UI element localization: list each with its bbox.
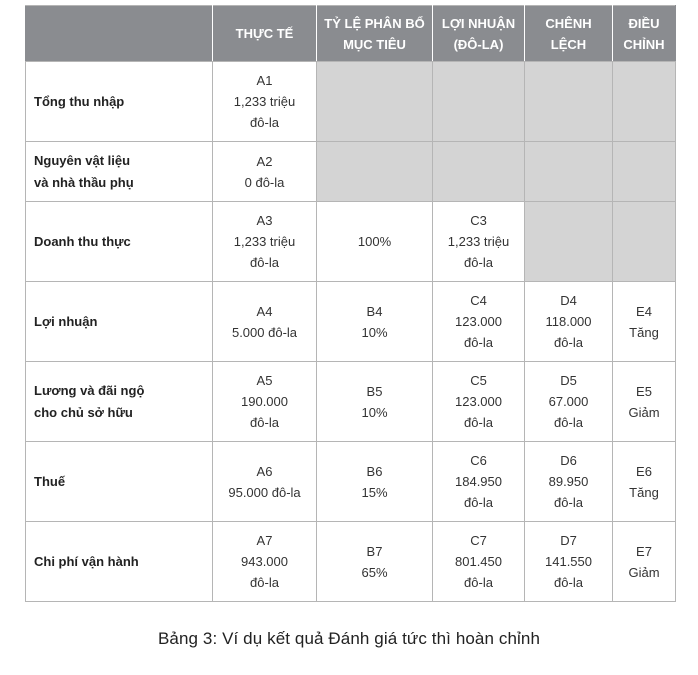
header-line: LỆCH: [550, 36, 587, 52]
cell-code: A5: [256, 373, 273, 388]
cell-profit: [433, 282, 525, 362]
row-label-line: Lương và đãi ngộ: [34, 382, 145, 398]
row-label-line: Nguyên vật liệu: [34, 152, 131, 168]
cell-target-allocation: [317, 522, 433, 602]
cell-target-allocation: [317, 282, 433, 362]
cell-value: 801.450: [455, 554, 502, 569]
cell-code: A6: [256, 463, 273, 479]
header-line: ĐIỀU: [628, 15, 660, 31]
header-line: TỶ LỆ PHÂN BỔ: [324, 15, 425, 31]
cell-actual: [213, 442, 317, 522]
cell-unit: đô-la: [554, 495, 583, 510]
table-row-owner-compensation: [26, 362, 676, 442]
row-label-line: cho chủ sở hữu: [34, 404, 133, 420]
row-label: [26, 282, 213, 362]
cell-actual: [213, 62, 317, 142]
cell-code: D5: [560, 373, 577, 388]
header-actual: [213, 6, 317, 62]
table-row-total-income: [26, 62, 676, 142]
cell-code: B5: [366, 383, 383, 399]
cell-code: E4: [636, 303, 652, 319]
cell-code: D6: [560, 453, 577, 468]
cell-actual: [213, 142, 317, 202]
cell-code: C4: [470, 293, 487, 308]
cell-unit: đô-la: [464, 335, 493, 350]
cell-unit: đô-la: [464, 415, 493, 430]
cell-adjustment: [613, 282, 676, 362]
cell-profit: [433, 202, 525, 282]
row-label-line: Thuế: [34, 473, 66, 489]
cell-value: 89.950: [548, 474, 589, 489]
cell-code: E7: [636, 543, 652, 559]
cell-empty-shaded: [317, 62, 433, 142]
cell-profit: [433, 442, 525, 522]
cell-difference: [525, 442, 613, 522]
cell-code: E5: [636, 383, 652, 399]
header-difference: [525, 6, 613, 62]
row-label: [26, 362, 213, 442]
cell-value: Giảm: [628, 404, 660, 420]
cell-value: 141.550: [545, 554, 592, 569]
cell-adjustment: [613, 442, 676, 522]
cell-value: 10%: [361, 404, 388, 420]
cell-value: 5.000 đô-la: [231, 324, 298, 340]
header-line: CHỈNH: [623, 36, 665, 52]
header-line: CHÊNH: [545, 15, 592, 31]
table-header-row: [26, 6, 676, 62]
cell-code: A7: [256, 533, 273, 548]
row-label: [26, 142, 213, 202]
cell-empty-shaded: [613, 62, 676, 142]
cell-code: C3: [470, 213, 487, 228]
row-label: [26, 522, 213, 602]
cell-empty-shaded: [525, 142, 613, 202]
cell-code: C5: [470, 373, 487, 388]
cell-unit: đô-la: [250, 255, 279, 270]
cell-unit: đô-la: [464, 575, 493, 590]
cell-value: 1,233 triệu: [447, 234, 510, 249]
results-table-wrapper: [25, 5, 676, 602]
cell-value: 95.000 đô-la: [228, 484, 301, 500]
table-row-profit: [26, 282, 676, 362]
cell-value: 0 đô-la: [244, 174, 285, 190]
instant-assessment-results-table: [25, 5, 676, 602]
header-line: THỰC TẾ: [235, 26, 294, 41]
cell-unit: đô-la: [554, 415, 583, 430]
cell-unit: đô-la: [554, 575, 583, 590]
table-row-operating-costs: [26, 522, 676, 602]
cell-empty-shaded: [433, 142, 525, 202]
cell-value: 123.000: [455, 314, 502, 329]
header-adjustment: [613, 6, 676, 62]
row-label-line: Lợi nhuận: [34, 313, 98, 329]
header-target-allocation: [317, 6, 433, 62]
cell-code: A3: [256, 213, 273, 228]
cell-target-allocation: [317, 442, 433, 522]
cell-target-allocation: [317, 202, 433, 282]
table-row-materials-subcontractors: [26, 142, 676, 202]
table-row-real-revenue: [26, 202, 676, 282]
cell-code: C7: [470, 533, 487, 548]
row-label: [26, 442, 213, 522]
table-row-tax: [26, 442, 676, 522]
row-label: [26, 202, 213, 282]
cell-unit: đô-la: [250, 575, 279, 590]
cell-unit: đô-la: [464, 495, 493, 510]
cell-value: 123.000: [455, 394, 502, 409]
cell-value: Giảm: [628, 564, 660, 580]
cell-adjustment: [613, 362, 676, 442]
cell-value: 1,233 triệu: [233, 94, 296, 109]
cell-value: Tăng: [629, 484, 659, 500]
cell-actual: [213, 522, 317, 602]
cell-value: 100%: [357, 234, 392, 249]
cell-code: B6: [366, 463, 383, 479]
cell-unit: đô-la: [250, 415, 279, 430]
header-label-column: [26, 6, 213, 62]
cell-empty-shaded: [525, 62, 613, 142]
row-label-line: Doanh thu thực: [34, 233, 131, 249]
header-line: MỤC TIÊU: [343, 36, 406, 52]
cell-value: 67.000: [548, 394, 589, 409]
cell-value: 1,233 triệu: [233, 234, 296, 249]
cell-empty-shaded: [317, 142, 433, 202]
cell-actual: [213, 202, 317, 282]
cell-value: 65%: [361, 564, 388, 580]
cell-code: E6: [636, 463, 652, 479]
cell-value: 190.000: [241, 394, 288, 409]
cell-value: Tăng: [629, 324, 659, 340]
cell-value: 10%: [361, 324, 388, 340]
cell-code: A1: [256, 73, 273, 88]
cell-value: 184.950: [455, 474, 502, 489]
header-line: (ĐÔ-LA): [453, 36, 504, 52]
header-profit-dollars: [433, 6, 525, 62]
cell-unit: đô-la: [250, 115, 279, 130]
cell-target-allocation: [317, 362, 433, 442]
cell-empty-shaded: [613, 142, 676, 202]
cell-profit: [433, 362, 525, 442]
cell-code: D7: [560, 533, 577, 548]
row-label-line: Tổng thu nhập: [34, 93, 125, 109]
cell-difference: [525, 362, 613, 442]
cell-unit: đô-la: [464, 255, 493, 270]
row-label-line: Chi phí vận hành: [34, 553, 139, 569]
cell-value: 118.000: [545, 314, 592, 329]
cell-code: D4: [560, 293, 577, 308]
cell-empty-shaded: [433, 62, 525, 142]
cell-code: C6: [470, 453, 487, 468]
cell-profit: [433, 522, 525, 602]
cell-empty-shaded: [613, 202, 676, 282]
row-label: [26, 62, 213, 142]
header-line: LỢI NHUẬN: [441, 15, 516, 31]
row-label-line: và nhà thầu phụ: [34, 174, 134, 190]
cell-code: A4: [256, 303, 273, 319]
cell-empty-shaded: [525, 202, 613, 282]
cell-value: 943.000: [241, 554, 288, 569]
cell-code: B7: [366, 543, 383, 559]
table-caption: Bảng 3: Ví dụ kết quả Đánh giá tức thì hoàn chỉnh: [157, 629, 541, 648]
cell-adjustment: [613, 522, 676, 602]
cell-value: 15%: [361, 484, 388, 500]
cell-actual: [213, 282, 317, 362]
cell-code: A2: [256, 153, 273, 169]
cell-difference: [525, 282, 613, 362]
cell-actual: [213, 362, 317, 442]
cell-difference: [525, 522, 613, 602]
cell-code: B4: [366, 303, 383, 319]
cell-unit: đô-la: [554, 335, 583, 350]
